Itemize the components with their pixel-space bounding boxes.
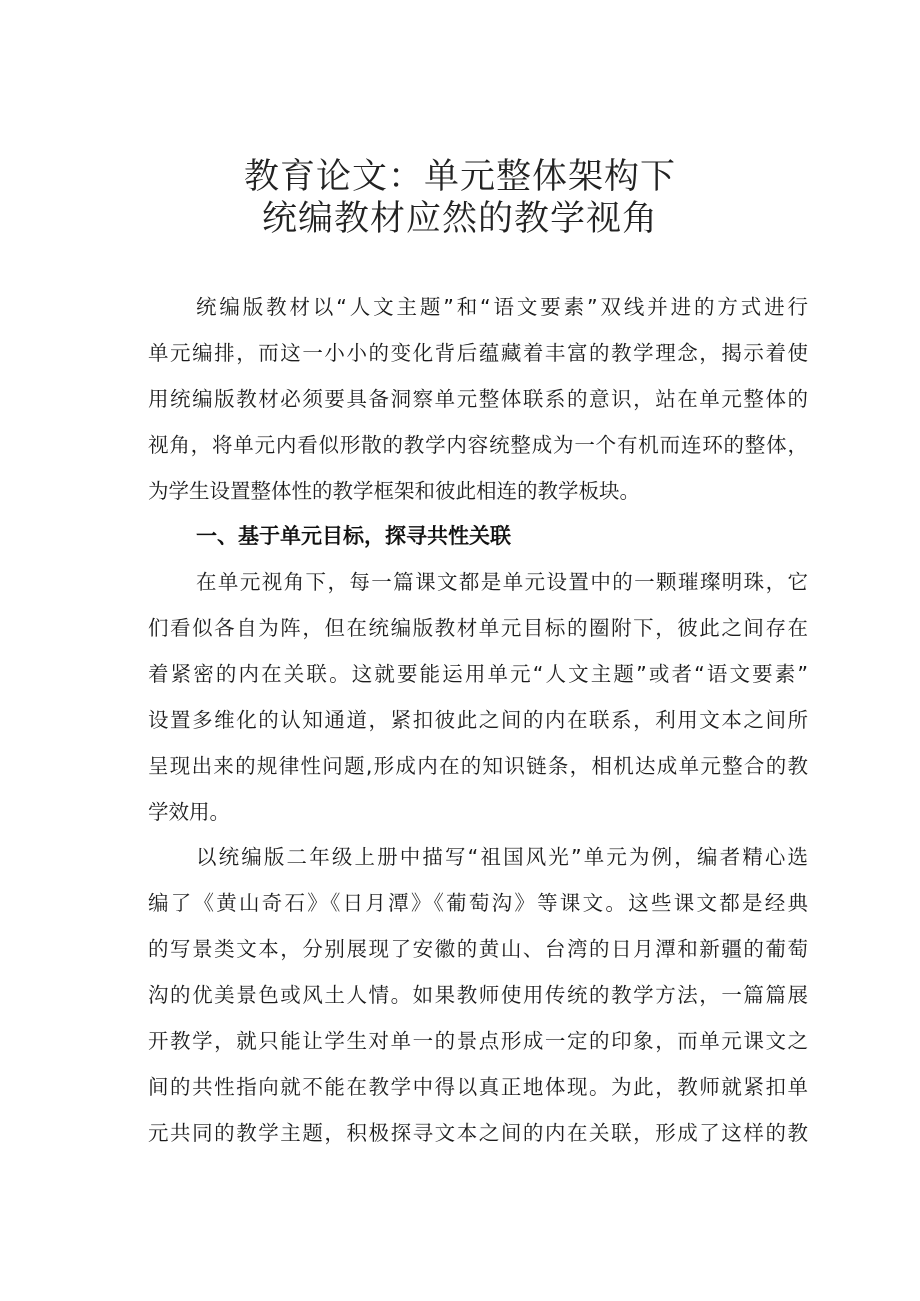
paragraph-3-line: 间的共性指向就不能在教学中得以真正地体现。为此，教师就紧扣单 [148,1075,808,1099]
paragraph-1-line: 统编版教材以“人文主题”和“语文要素”双线并进的方式进行 [196,295,808,319]
paragraph-2-line: 着紧密的内在关联。这就要能运用单元“人文主题”或者“语文要素” [148,662,808,686]
paragraph-3-line: 的写景类文本，分别展现了安徽的黄山、台湾的日月潭和新疆的葡萄 [148,937,808,961]
paragraph-3-line: 开教学，就只能让学生对单一的景点形成一定的印象，而单元课文之 [148,1029,808,1053]
paragraph-2-line: 们看似各自为阵，但在统编版教材单元目标的圈附下，彼此之间存在 [148,616,808,640]
paragraph-3-line: 以统编版二年级上册中描写“祖国风光”单元为例，编者精心选 [196,845,808,869]
paragraph-1-line: 用统编版教材必须要具备洞察单元整体联系的意识，站在单元整体的 [148,387,808,411]
paragraph-2-line: 设置多维化的认知通道，紧扣彼此之间的内在联系，利用文本之间所 [148,708,808,732]
section-heading: 一、基于单元目标，探寻共性关联 [196,524,511,548]
paragraph-3-line: 沟的优美景色或风土人情。如果教师使用传统的教学方法，一篇篇展 [148,983,808,1007]
paragraph-2-line: 在单元视角下，每一篇课文都是单元设置中的一颗璀璨明珠，它 [196,570,808,594]
paragraph-2-line: 呈现出来的规律性问题,形成内在的知识链条，相机达成单元整合的教 [148,754,808,778]
document-title-line-1: 教育论文：单元整体架构下 [243,157,676,197]
paragraph-3-line: 元共同的教学主题，积极探寻文本之间的内在关联，形成了这样的教 [148,1121,808,1145]
document-title-line-2: 统编教材应然的教学视角 [261,199,658,239]
paragraph-2-line: 学效用。 [148,800,230,824]
paragraph-1-line: 为学生设置整体性的教学框架和彼此相连的教学板块。 [148,479,640,503]
paragraph-1-line: 单元编排，而这一小小的变化背后蕴藏着丰富的教学理念，揭示着使 [148,341,808,365]
paragraph-3-line: 编了《黄山奇石》《日月潭》《葡萄沟》等课文。这些课文都是经典 [148,891,808,915]
paragraph-1-line: 视角，将单元内看似形散的教学内容统整成为一个有机而连环的整体， [148,433,808,457]
